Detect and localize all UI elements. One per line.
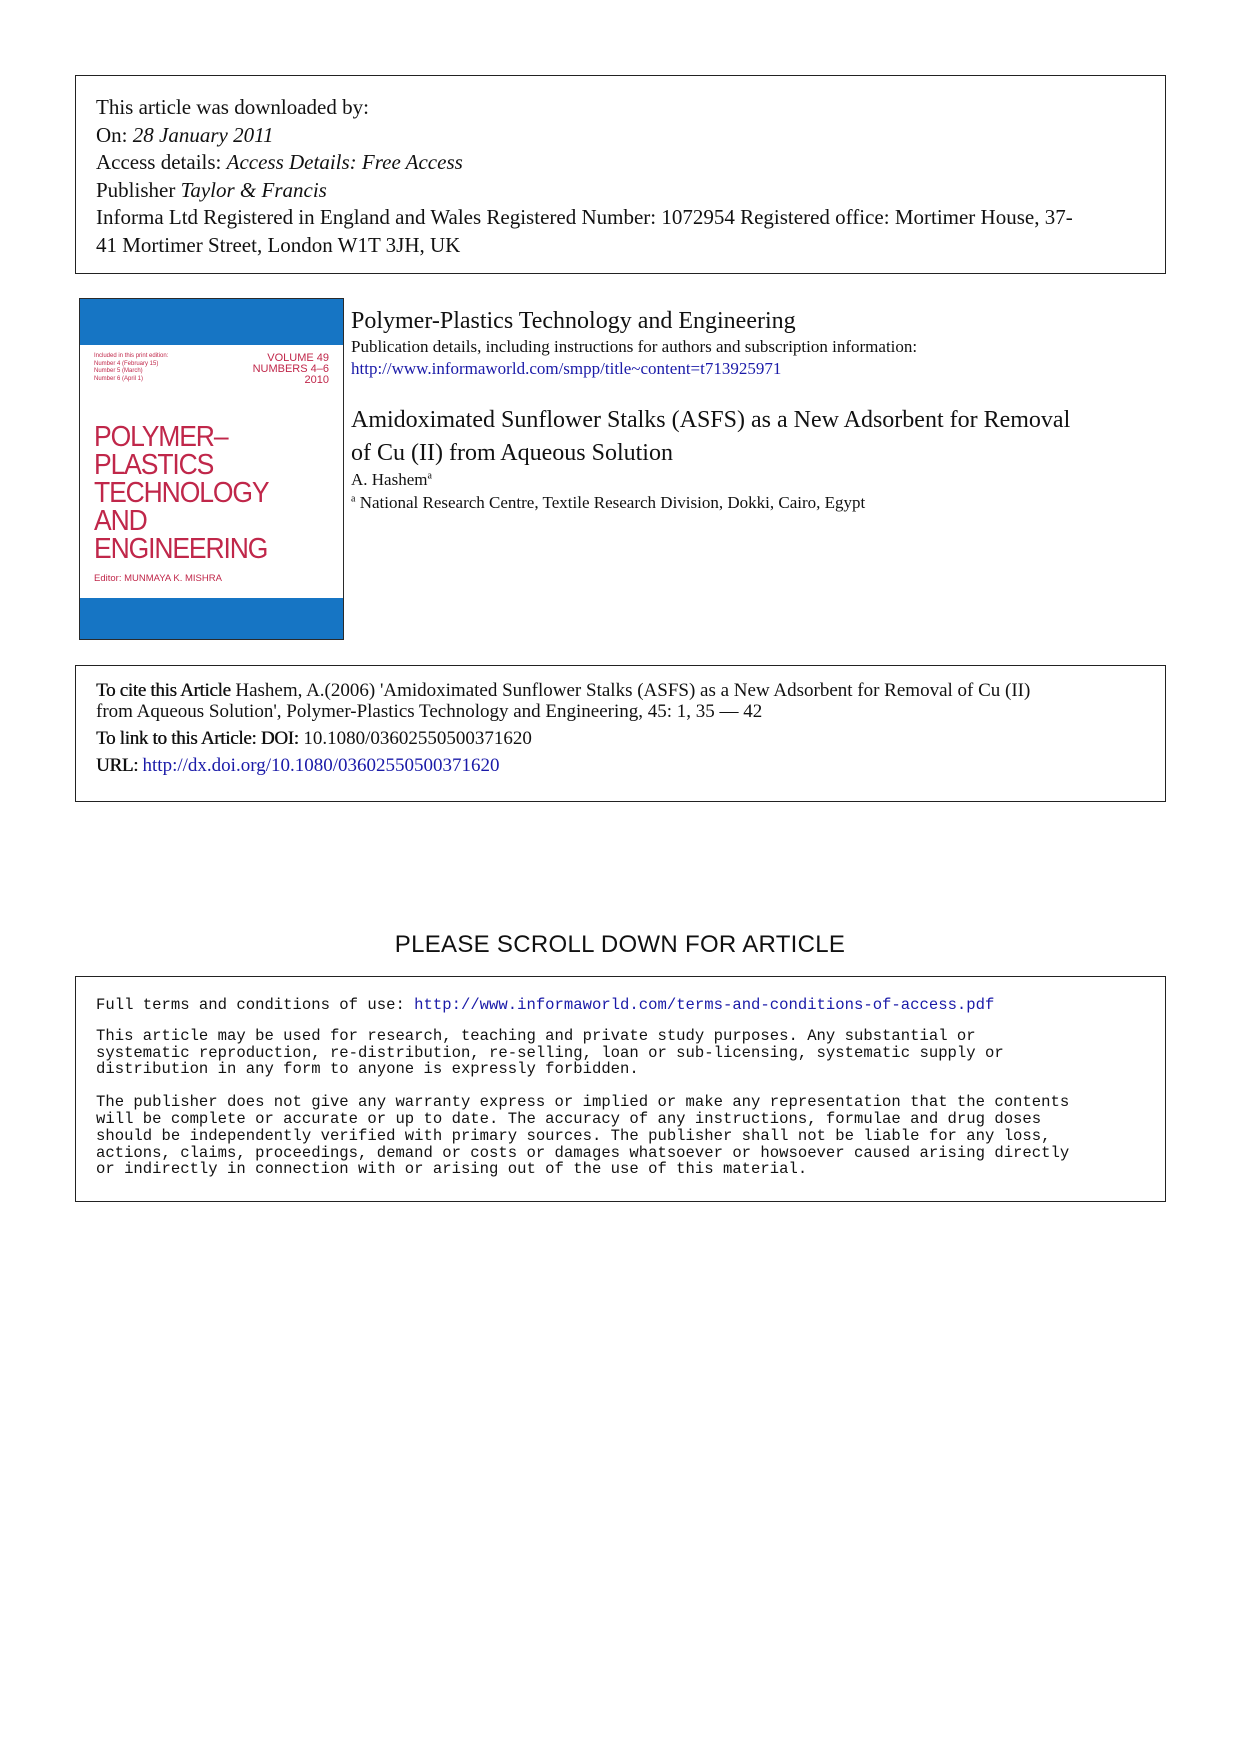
publisher-label: Publisher <box>96 177 181 202</box>
cover-included-item: Number 5 (March) <box>94 368 143 374</box>
terms-box <box>75 976 1166 1202</box>
affiliation-superscript: a <box>351 493 356 505</box>
article-title <box>351 404 1171 470</box>
terms-line <box>96 997 1145 1014</box>
cover-title-line: AND <box>94 505 147 537</box>
citation-box <box>75 665 1166 802</box>
url-row <box>96 755 1145 776</box>
doi-label: To link to this Article: DOI: <box>96 728 299 749</box>
cover-year: 2010 <box>304 374 329 386</box>
publication-details: Publication details, including instructions for authors and subscription information: <box>351 337 918 356</box>
cite-label: To cite this Article <box>96 680 231 701</box>
terms-label: Full terms and conditions of use: <box>96 996 415 1014</box>
cover-volume: VOLUME 49 <box>267 352 329 364</box>
publisher-value: Taylor & Francis <box>180 177 327 202</box>
article-author <box>351 470 1171 490</box>
journal-info <box>351 306 1171 516</box>
cover-title <box>94 423 326 563</box>
access-details-value: Access Details: Free Access <box>226 150 463 174</box>
access-details-line <box>96 149 1145 177</box>
cover-title-line: TECHNOLOGY <box>94 477 269 509</box>
registration-line-2: 41 Mortimer Street, London W1T 3JH, UK <box>96 232 461 257</box>
journal-url-link[interactable]: http://www.informaworld.com/smpp/title~content=t713925971 <box>351 359 782 378</box>
cover-title-line: POLYMER–PLASTICS <box>94 421 228 481</box>
cover-included-list <box>94 353 168 383</box>
cite-text-1: Hashem, A.(2006) 'Amidoximated Sunflower Stalks (ASFS) as a New Adsorbent for Removal of Cu (II) <box>230 680 1031 701</box>
access-details-label: Access details: <box>96 150 227 174</box>
article-title-line-2: of Cu (II) from Aqueous Solution <box>351 440 673 466</box>
author-superscript: a <box>427 470 432 482</box>
cover-bottom-band <box>80 598 343 639</box>
cover-volume-info <box>253 353 329 386</box>
terms-paragraph-2: The publisher does not give any warranty express or implied or make any representation that the contents will be complete or accurate or up to date. The accuracy of any instructions, formulae and drug doses should be independently verified with primary sources. The publisher shall not be liable for any loss, actions, claims, proceedings, demand or costs or damages whatsoever or howsoever caused arising directly or indirectly in connection with or arising out of the use of this material. <box>96 1093 1070 1179</box>
journal-title: Polymer-Plastics Technology and Engineering <box>351 308 796 334</box>
cite-text-2: from Aqueous Solution', Polymer-Plastics Technology and Engineering, 45: 1, 35 — 42 <box>96 701 763 722</box>
cover-top-band <box>80 299 343 345</box>
cite-row <box>96 680 1145 722</box>
doi-value: 10.1080/03602550500371620 <box>298 728 532 749</box>
cover-title-line: ENGINEERING <box>94 533 268 565</box>
url-label: URL: <box>96 755 143 776</box>
journal-cover-image <box>79 298 344 640</box>
registration-line-1: Informa Ltd Registered in England and Wales Registered Number: 1072954 Registered office: Mortimer House, 37- <box>96 205 1073 229</box>
terms-url-link[interactable]: http://www.informaworld.com/terms-and-conditions-of-access.pdf <box>414 996 995 1014</box>
download-date-value: 28 January 2011 <box>132 122 274 147</box>
author-affiliation <box>351 490 1171 516</box>
cover-included-item: Number 4 (February 15) <box>94 360 159 367</box>
doi-url-link[interactable]: http://dx.doi.org/10.1080/03602550500371620 <box>142 755 500 776</box>
download-info-box <box>75 75 1166 274</box>
cover-included-item: Included in this print edition: <box>94 353 169 359</box>
author-name: A. Hashem <box>351 470 428 489</box>
cover-editor: Editor: MUNMAYA K. MISHRA <box>94 573 222 584</box>
affiliation-text: National Research Centre, Textile Research Division, Dokki, Cairo, Egypt <box>355 493 866 512</box>
cover-included-item: Number 6 (April 1) <box>94 375 144 382</box>
publisher-line <box>96 177 1145 205</box>
article-title-line-1: Amidoximated Sunflower Stalks (ASFS) as a New Adsorbent for Removal <box>351 407 1071 433</box>
cover-numbers: NUMBERS 4–6 <box>252 363 329 375</box>
scroll-down-banner: PLEASE SCROLL DOWN FOR ARTICLE <box>394 931 846 958</box>
doi-row <box>96 728 1145 749</box>
downloaded-by-line: This article was downloaded by: <box>96 95 369 119</box>
download-date-line <box>96 122 1145 150</box>
download-date-label: On: <box>96 122 133 147</box>
terms-paragraph-1: This article may be used for research, teaching and private study purposes. Any substantial or systematic reproduction, re-distribution, re-selling, loan or sub-licensing, systematic supply or distribution in any form to anyone is expressly forbidden. <box>96 1026 1004 1079</box>
